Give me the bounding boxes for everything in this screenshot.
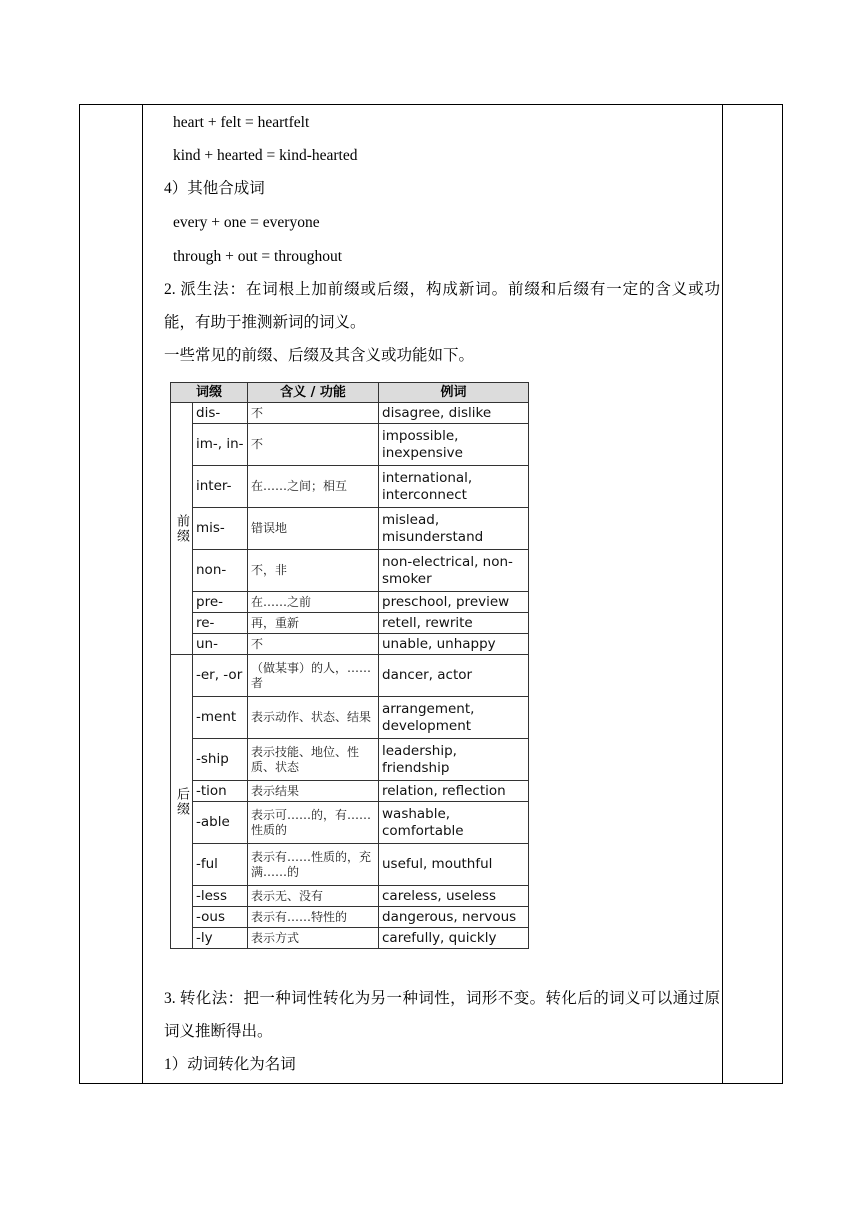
examples-cell: useful, mouthful — [379, 844, 529, 886]
examples-cell: dancer, actor — [379, 655, 529, 697]
affix-cell: pre- — [193, 592, 248, 613]
meaning-cell: 不，非 — [248, 550, 379, 592]
affix-cell: non- — [193, 550, 248, 592]
affix-row — [171, 886, 529, 907]
examples-cell: careless, useless — [379, 886, 529, 907]
affix-group-label: 后缀 — [171, 655, 193, 949]
examples-cell: leadership, friendship — [379, 739, 529, 781]
examples-cell: carefully, quickly — [379, 928, 529, 949]
compound-example-throughout: through + out = throughout — [173, 248, 343, 265]
meaning-cell: 错误地 — [248, 508, 379, 550]
meaning-cell: 不 — [248, 403, 379, 424]
meaning-cell: 不 — [248, 424, 379, 466]
affix-cell: -ment — [193, 697, 248, 739]
affix-row — [171, 634, 529, 655]
affix-cell: -ous — [193, 907, 248, 928]
affix-row — [171, 907, 529, 928]
affix-cell: -ly — [193, 928, 248, 949]
affix-cell: -less — [193, 886, 248, 907]
section-derivation — [164, 273, 720, 372]
section-derivation-text: 2. 派生法：在词根上加前缀或后缀，构成新词。前缀和后缀有一定的含义或功能，有助于推测新词的词义。 — [164, 281, 720, 331]
compound-example-everyone: every + one = everyone — [173, 214, 320, 231]
examples-cell: impossible, inexpensive — [379, 424, 529, 466]
meaning-cell: 表示方式 — [248, 928, 379, 949]
examples-cell: relation, reflection — [379, 781, 529, 802]
meaning-cell: 在……之间；相互 — [248, 466, 379, 508]
affix-cell: mis- — [193, 508, 248, 550]
affix-cell: im-, in- — [193, 424, 248, 466]
meaning-cell: 表示有……性质的，充满……的 — [248, 844, 379, 886]
section-conversion-sub: 1）动词转化为名词 — [164, 1056, 296, 1073]
column-divider-right — [722, 105, 723, 1083]
affix-row — [171, 844, 529, 886]
meaning-cell: 不 — [248, 634, 379, 655]
examples-cell: retell, rewrite — [379, 613, 529, 634]
affix-table — [170, 382, 529, 949]
meaning-cell: 表示有……特性的 — [248, 907, 379, 928]
affix-row — [171, 424, 529, 466]
subheading-other-compounds: 4）其他合成词 — [164, 180, 265, 197]
affix-cell: -able — [193, 802, 248, 844]
affix-row — [171, 550, 529, 592]
meaning-cell: 表示动作、状态、结果 — [248, 697, 379, 739]
examples-cell: unable, unhappy — [379, 634, 529, 655]
section-conversion — [164, 982, 720, 1081]
examples-cell: disagree, dislike — [379, 403, 529, 424]
examples-cell: international, interconnect — [379, 466, 529, 508]
affix-cell: -er, -or — [193, 655, 248, 697]
affix-table-header-row — [171, 383, 529, 403]
affix-group-label: 前缀 — [171, 403, 193, 655]
affix-row — [171, 592, 529, 613]
affix-row — [171, 508, 529, 550]
examples-cell: preschool, preview — [379, 592, 529, 613]
examples-cell: dangerous, nervous — [379, 907, 529, 928]
affix-cell: re- — [193, 613, 248, 634]
meaning-cell: 表示可……的，有……性质的 — [248, 802, 379, 844]
meaning-cell: 表示无、没有 — [248, 886, 379, 907]
affix-row — [171, 781, 529, 802]
affix-row — [171, 802, 529, 844]
affix-cell: -ful — [193, 844, 248, 886]
affix-row — [171, 466, 529, 508]
examples-cell: washable, comfortable — [379, 802, 529, 844]
meaning-cell: 再，重新 — [248, 613, 379, 634]
column-divider-left — [142, 105, 143, 1083]
affix-row — [171, 697, 529, 739]
affix-row — [171, 655, 529, 697]
meaning-cell: 表示技能、地位、性质、状态 — [248, 739, 379, 781]
section-derivation-intro: 一些常见的前缀、后缀及其含义或功能如下。 — [164, 347, 475, 364]
examples-cell: mislead, misunderstand — [379, 508, 529, 550]
meaning-cell: 在……之前 — [248, 592, 379, 613]
header-meaning: 含义 / 功能 — [248, 383, 379, 403]
affix-cell: -ship — [193, 739, 248, 781]
examples-cell: non-electrical, non-smoker — [379, 550, 529, 592]
affix-cell: un- — [193, 634, 248, 655]
examples-cell: arrangement, development — [379, 697, 529, 739]
meaning-cell: 表示结果 — [248, 781, 379, 802]
compound-example-heartfelt: heart + felt = heartfelt — [173, 114, 310, 131]
affix-cell: dis- — [193, 403, 248, 424]
affix-row — [171, 613, 529, 634]
compound-example-kind-hearted: kind + hearted = kind-hearted — [173, 147, 358, 164]
header-affix: 词缀 — [171, 383, 248, 403]
meaning-cell: （做某事）的人，……者 — [248, 655, 379, 697]
affix-cell: -tion — [193, 781, 248, 802]
affix-row — [171, 928, 529, 949]
section-conversion-text: 3. 转化法：把一种词性转化为另一种词性，词形不变。转化后的词义可以通过原词义推断得出。 — [164, 990, 720, 1040]
header-examples: 例词 — [379, 383, 529, 403]
affix-row — [171, 739, 529, 781]
affix-cell: inter- — [193, 466, 248, 508]
affix-row — [171, 403, 529, 424]
